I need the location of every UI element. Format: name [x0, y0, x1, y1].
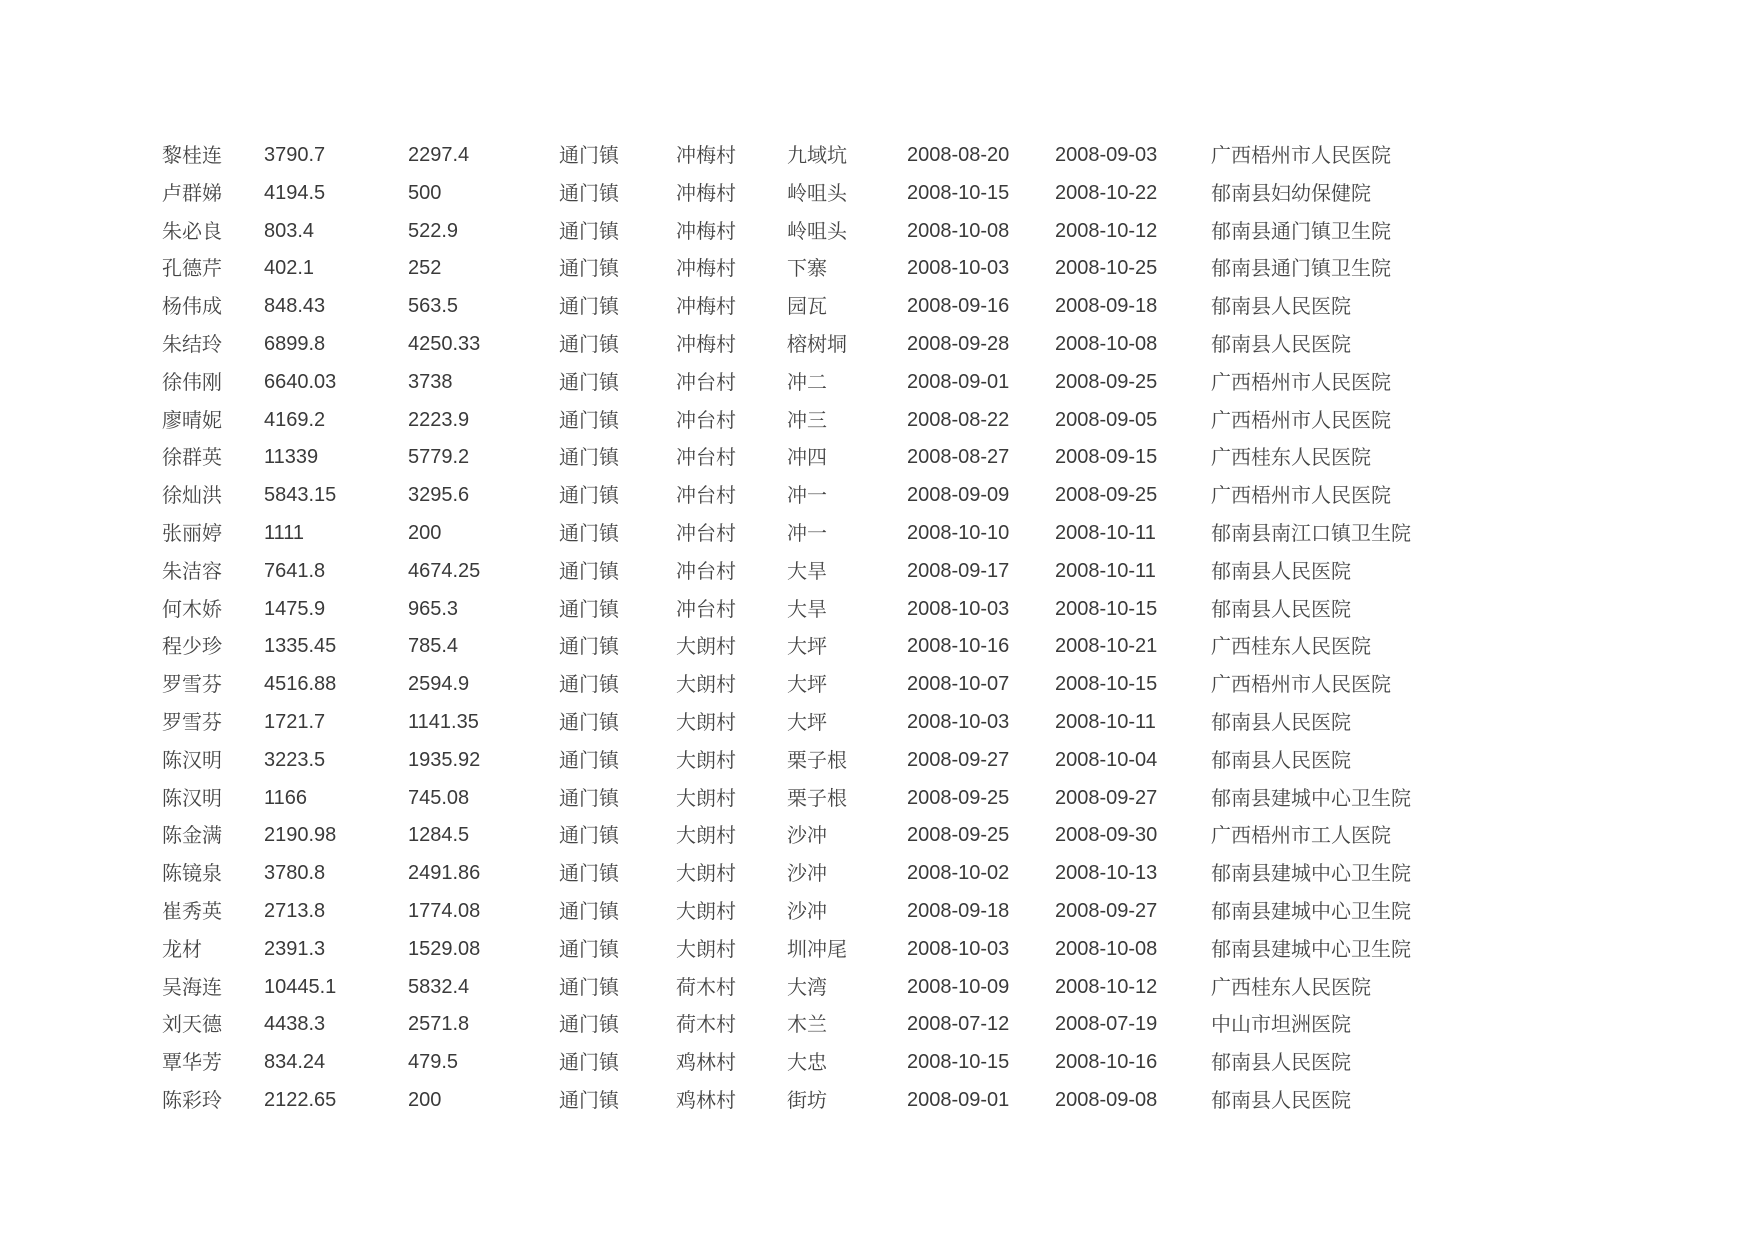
town-cell: 通门镇	[559, 143, 619, 167]
town-cell: 通门镇	[559, 445, 619, 470]
reimbursed-amount-cell: 2297.4	[408, 144, 470, 166]
patient-name-cell: 程少珍	[162, 634, 222, 659]
patient-name-cell: 徐灿洪	[162, 483, 222, 508]
hospital-cell: 郁南县人民医院	[1211, 294, 1351, 319]
reimbursed-amount-cell: 5832.4	[408, 975, 470, 998]
village-cell: 冲梅村	[676, 143, 736, 167]
patient-name-cell: 刘天德	[162, 1012, 222, 1037]
village-group-cell: 栗子根	[787, 785, 847, 810]
records-table	[162, 137, 1451, 1120]
hospital-cell: 广西梧州市工人医院	[1211, 823, 1391, 848]
total-cost-cell: 1111	[264, 521, 305, 544]
discharge-date-cell: 2008-09-25	[1055, 370, 1158, 393]
hospital-cell: 郁南县建城中心卫生院	[1211, 785, 1411, 810]
discharge-date-cell: 2008-10-12	[1055, 975, 1158, 998]
table-row	[162, 1006, 1451, 1044]
village-group-cell: 大旱	[787, 596, 827, 621]
hospital-cell: 郁南县人民医院	[1211, 596, 1351, 621]
hospital-cell: 郁南县人民医院	[1211, 709, 1351, 734]
reimbursed-amount-cell: 745.08	[408, 786, 470, 809]
admit-date-cell: 2008-07-12	[907, 1013, 1010, 1036]
total-cost-cell: 2190.98	[264, 824, 337, 847]
admit-date-cell: 2008-09-27	[907, 748, 1010, 771]
reimbursed-amount-cell: 252	[408, 257, 442, 280]
village-group-cell: 街坊	[787, 1087, 827, 1112]
hospital-cell: 郁南县建城中心卫生院	[1211, 936, 1411, 961]
table-row	[162, 288, 1451, 326]
total-cost-cell: 1475.9	[264, 597, 326, 620]
table-row	[162, 175, 1451, 213]
village-cell: 荷木村	[676, 974, 736, 999]
total-cost-cell: 4169.2	[264, 408, 326, 431]
village-group-cell: 榕树垌	[787, 331, 847, 356]
table-row	[162, 515, 1451, 553]
village-group-cell: 大湾	[787, 974, 827, 999]
discharge-date-cell: 2008-10-25	[1055, 257, 1158, 280]
hospital-cell: 郁南县南江口镇卫生院	[1211, 520, 1411, 545]
admit-date-cell: 2008-08-22	[907, 408, 1010, 431]
town-cell: 通门镇	[559, 1012, 619, 1037]
admit-date-cell: 2008-09-25	[907, 824, 1010, 847]
admit-date-cell: 2008-10-08	[907, 219, 1010, 242]
table-row	[162, 137, 1451, 175]
total-cost-cell: 7641.8	[264, 559, 326, 582]
discharge-date-cell: 2008-10-11	[1055, 559, 1156, 582]
village-group-cell: 沙冲	[787, 898, 827, 923]
town-cell: 通门镇	[559, 369, 619, 394]
hospital-cell: 广西桂东人民医院	[1211, 634, 1371, 659]
discharge-date-cell: 2008-10-08	[1055, 332, 1158, 355]
village-cell: 冲梅村	[676, 180, 736, 205]
hospital-cell: 郁南县妇幼保健院	[1211, 180, 1371, 205]
total-cost-cell: 1166	[264, 786, 308, 809]
discharge-date-cell: 2008-10-11	[1055, 521, 1156, 544]
hospital-cell: 郁南县通门镇卫生院	[1211, 218, 1391, 243]
village-group-cell: 冲一	[787, 483, 827, 508]
table-row	[162, 364, 1451, 402]
reimbursed-amount-cell: 1141.35	[408, 710, 479, 733]
town-cell: 通门镇	[559, 936, 619, 961]
village-cell: 大朗村	[676, 898, 736, 923]
town-cell: 通门镇	[559, 218, 619, 243]
total-cost-cell: 803.4	[264, 219, 315, 242]
hospital-cell: 郁南县人民医院	[1211, 1087, 1351, 1112]
admit-date-cell: 2008-09-01	[907, 370, 1010, 393]
reimbursed-amount-cell: 3295.6	[408, 484, 470, 507]
discharge-date-cell: 2008-09-27	[1055, 899, 1158, 922]
table-row	[162, 250, 1451, 288]
hospital-cell: 广西桂东人民医院	[1211, 445, 1371, 470]
discharge-date-cell: 2008-10-15	[1055, 597, 1158, 620]
patient-name-cell: 陈汉明	[162, 747, 222, 772]
village-cell: 大朗村	[676, 936, 736, 961]
reimbursed-amount-cell: 522.9	[408, 219, 459, 242]
reimbursed-amount-cell: 5779.2	[408, 446, 470, 469]
village-cell: 冲台村	[676, 520, 736, 545]
hospital-cell: 广西梧州市人民医院	[1211, 672, 1391, 697]
discharge-date-cell: 2008-09-18	[1055, 295, 1158, 318]
village-group-cell: 大旱	[787, 558, 827, 583]
admit-date-cell: 2008-09-18	[907, 899, 1010, 922]
admit-date-cell: 2008-10-16	[907, 635, 1010, 658]
total-cost-cell: 6899.8	[264, 332, 326, 355]
discharge-date-cell: 2008-09-25	[1055, 484, 1158, 507]
reimbursed-amount-cell: 1529.08	[408, 937, 481, 960]
table-row	[162, 553, 1451, 591]
table-row	[162, 855, 1451, 893]
reimbursed-amount-cell: 479.5	[408, 1051, 459, 1074]
admit-date-cell: 2008-10-15	[907, 1051, 1010, 1074]
discharge-date-cell: 2008-10-16	[1055, 1051, 1158, 1074]
village-cell: 冲台村	[676, 445, 736, 470]
patient-name-cell: 朱结玲	[162, 331, 222, 356]
reimbursed-amount-cell: 4250.33	[408, 332, 481, 355]
total-cost-cell: 2713.8	[264, 899, 326, 922]
patient-name-cell: 罗雪芬	[162, 709, 222, 734]
discharge-date-cell: 2008-09-15	[1055, 446, 1158, 469]
patient-name-cell: 张丽婷	[162, 520, 222, 545]
total-cost-cell: 10445.1	[264, 975, 337, 998]
discharge-date-cell: 2008-09-30	[1055, 824, 1158, 847]
patient-name-cell: 覃华芳	[162, 1050, 222, 1075]
village-group-cell: 冲二	[787, 369, 827, 394]
village-group-cell: 下寨	[787, 256, 827, 281]
village-group-cell: 大坪	[787, 709, 827, 734]
patient-name-cell: 朱必良	[162, 218, 222, 243]
admit-date-cell: 2008-10-15	[907, 181, 1010, 204]
table-row	[162, 666, 1451, 704]
table-row	[162, 591, 1451, 629]
admit-date-cell: 2008-10-03	[907, 937, 1010, 960]
village-group-cell: 冲一	[787, 520, 827, 545]
discharge-date-cell: 2008-09-27	[1055, 786, 1158, 809]
village-cell: 鸡林村	[676, 1087, 736, 1112]
records-body	[162, 137, 1451, 1120]
patient-name-cell: 徐伟刚	[162, 369, 222, 394]
reimbursed-amount-cell: 2223.9	[408, 408, 470, 431]
patient-name-cell: 廖晴妮	[162, 407, 222, 432]
admit-date-cell: 2008-09-25	[907, 786, 1010, 809]
town-cell: 通门镇	[559, 520, 619, 545]
table-row	[162, 213, 1451, 251]
village-cell: 冲梅村	[676, 331, 736, 356]
village-cell: 冲台村	[676, 596, 736, 621]
village-group-cell: 栗子根	[787, 747, 847, 772]
village-cell: 大朗村	[676, 785, 736, 810]
village-group-cell: 园瓦	[787, 294, 827, 319]
town-cell: 通门镇	[559, 672, 619, 697]
admit-date-cell: 2008-10-09	[907, 975, 1010, 998]
village-group-cell: 沙冲	[787, 823, 827, 848]
reimbursed-amount-cell: 1774.08	[408, 899, 481, 922]
table-row	[162, 969, 1451, 1007]
village-cell: 冲梅村	[676, 294, 736, 319]
patient-name-cell: 陈镜泉	[162, 861, 222, 886]
village-group-cell: 冲四	[787, 445, 827, 470]
admit-date-cell: 2008-10-07	[907, 673, 1010, 696]
table-row	[162, 439, 1451, 477]
village-cell: 大朗村	[676, 672, 736, 697]
discharge-date-cell: 2008-10-21	[1055, 635, 1158, 658]
reimbursed-amount-cell: 500	[408, 181, 442, 204]
hospital-cell: 广西梧州市人民医院	[1211, 407, 1391, 432]
village-cell: 冲台村	[676, 407, 736, 432]
discharge-date-cell: 2008-10-22	[1055, 181, 1158, 204]
admit-date-cell: 2008-09-17	[907, 559, 1010, 582]
discharge-date-cell: 2008-10-08	[1055, 937, 1158, 960]
table-row	[162, 931, 1451, 969]
patient-name-cell: 何木娇	[162, 596, 222, 621]
hospital-cell: 郁南县通门镇卫生院	[1211, 256, 1391, 281]
table-row	[162, 817, 1451, 855]
admit-date-cell: 2008-10-10	[907, 521, 1010, 544]
total-cost-cell: 402.1	[264, 257, 315, 280]
total-cost-cell: 4438.3	[264, 1013, 326, 1036]
table-row	[162, 1082, 1451, 1120]
town-cell: 通门镇	[559, 407, 619, 432]
hospital-cell: 中山市坦洲医院	[1211, 1012, 1351, 1037]
town-cell: 通门镇	[559, 483, 619, 508]
discharge-date-cell: 2008-10-13	[1055, 862, 1158, 885]
patient-name-cell: 徐群英	[162, 445, 222, 470]
total-cost-cell: 11339	[264, 446, 319, 469]
village-cell: 鸡林村	[676, 1050, 736, 1075]
table-row	[162, 402, 1451, 440]
hospital-cell: 广西梧州市人民医院	[1211, 369, 1391, 394]
discharge-date-cell: 2008-09-08	[1055, 1088, 1158, 1111]
admit-date-cell: 2008-10-03	[907, 710, 1010, 733]
village-group-cell: 圳冲尾	[787, 936, 847, 961]
reimbursed-amount-cell: 1284.5	[408, 824, 470, 847]
village-group-cell: 岭咀头	[787, 180, 847, 205]
total-cost-cell: 5843.15	[264, 484, 337, 507]
town-cell: 通门镇	[559, 747, 619, 772]
patient-name-cell: 陈金满	[162, 823, 222, 848]
table-row	[162, 780, 1451, 818]
total-cost-cell: 1335.45	[264, 635, 337, 658]
admit-date-cell: 2008-09-01	[907, 1088, 1010, 1111]
hospital-cell: 郁南县人民医院	[1211, 331, 1351, 356]
admit-date-cell: 2008-10-02	[907, 862, 1010, 885]
village-cell: 冲梅村	[676, 218, 736, 243]
hospital-cell: 郁南县人民医院	[1211, 747, 1351, 772]
village-cell: 冲台村	[676, 558, 736, 583]
table-row	[162, 477, 1451, 515]
town-cell: 通门镇	[559, 785, 619, 810]
reimbursed-amount-cell: 1935.92	[408, 748, 481, 771]
village-cell: 冲台村	[676, 483, 736, 508]
village-cell: 荷木村	[676, 1012, 736, 1037]
hospital-cell: 广西梧州市人民医院	[1211, 483, 1391, 508]
discharge-date-cell: 2008-10-04	[1055, 748, 1158, 771]
total-cost-cell: 834.24	[264, 1051, 326, 1074]
patient-name-cell: 罗雪芬	[162, 672, 222, 697]
village-group-cell: 九域坑	[787, 143, 847, 167]
admit-date-cell: 2008-08-20	[907, 144, 1010, 166]
admit-date-cell: 2008-09-16	[907, 295, 1010, 318]
village-cell: 冲台村	[676, 369, 736, 394]
reimbursed-amount-cell: 965.3	[408, 597, 459, 620]
reimbursed-amount-cell: 563.5	[408, 295, 459, 318]
village-group-cell: 沙冲	[787, 861, 827, 886]
hospital-cell: 郁南县建城中心卫生院	[1211, 898, 1411, 923]
village-cell: 大朗村	[676, 709, 736, 734]
discharge-date-cell: 2008-10-11	[1055, 710, 1156, 733]
table-row	[162, 326, 1451, 364]
patient-name-cell: 陈汉明	[162, 785, 222, 810]
town-cell: 通门镇	[559, 634, 619, 659]
hospital-cell: 郁南县人民医院	[1211, 1050, 1351, 1075]
total-cost-cell: 4194.5	[264, 181, 326, 204]
patient-name-cell: 龙材	[162, 936, 202, 961]
town-cell: 通门镇	[559, 861, 619, 886]
patient-name-cell: 崔秀英	[162, 898, 222, 923]
village-group-cell: 大忠	[787, 1050, 827, 1075]
table-row	[162, 893, 1451, 931]
hospital-cell: 郁南县建城中心卫生院	[1211, 861, 1411, 886]
village-cell: 大朗村	[676, 747, 736, 772]
patient-name-cell: 吴海连	[162, 974, 222, 999]
discharge-date-cell: 2008-10-15	[1055, 673, 1158, 696]
patient-name-cell: 卢群娣	[162, 180, 222, 205]
patient-name-cell: 陈彩玲	[162, 1087, 222, 1112]
village-group-cell: 冲三	[787, 407, 827, 432]
admit-date-cell: 2008-09-28	[907, 332, 1010, 355]
patient-name-cell: 杨伟成	[162, 294, 222, 319]
patient-name-cell: 孔德芹	[162, 256, 222, 281]
reimbursed-amount-cell: 4674.25	[408, 559, 481, 582]
discharge-date-cell: 2008-10-12	[1055, 219, 1158, 242]
total-cost-cell: 3790.7	[264, 144, 326, 166]
reimbursed-amount-cell: 785.4	[408, 635, 459, 658]
table-row	[162, 628, 1451, 666]
total-cost-cell: 3780.8	[264, 862, 326, 885]
admit-date-cell: 2008-10-03	[907, 597, 1010, 620]
town-cell: 通门镇	[559, 256, 619, 281]
discharge-date-cell: 2008-09-03	[1055, 144, 1158, 166]
admit-date-cell: 2008-09-09	[907, 484, 1010, 507]
total-cost-cell: 3223.5	[264, 748, 326, 771]
total-cost-cell: 848.43	[264, 295, 326, 318]
village-group-cell: 大坪	[787, 634, 827, 659]
village-cell: 冲梅村	[676, 256, 736, 281]
admit-date-cell: 2008-10-03	[907, 257, 1010, 280]
town-cell: 通门镇	[559, 558, 619, 583]
town-cell: 通门镇	[559, 898, 619, 923]
table-row	[162, 704, 1451, 742]
discharge-date-cell: 2008-07-19	[1055, 1013, 1158, 1036]
village-group-cell: 岭咀头	[787, 218, 847, 243]
village-group-cell: 木兰	[787, 1012, 827, 1037]
reimbursed-amount-cell: 2491.86	[408, 862, 481, 885]
admit-date-cell: 2008-08-27	[907, 446, 1010, 469]
reimbursed-amount-cell: 2571.8	[408, 1013, 470, 1036]
village-cell: 大朗村	[676, 823, 736, 848]
discharge-date-cell: 2008-09-05	[1055, 408, 1158, 431]
reimbursed-amount-cell: 200	[408, 521, 442, 544]
table-row	[162, 1044, 1451, 1082]
reimbursed-amount-cell: 2594.9	[408, 673, 470, 696]
town-cell: 通门镇	[559, 974, 619, 999]
reimbursed-amount-cell: 3738	[408, 370, 453, 393]
total-cost-cell: 2122.65	[264, 1088, 337, 1111]
town-cell: 通门镇	[559, 1087, 619, 1112]
town-cell: 通门镇	[559, 823, 619, 848]
village-cell: 大朗村	[676, 861, 736, 886]
town-cell: 通门镇	[559, 709, 619, 734]
town-cell: 通门镇	[559, 596, 619, 621]
village-cell: 大朗村	[676, 634, 736, 659]
patient-name-cell: 黎桂连	[162, 143, 222, 167]
town-cell: 通门镇	[559, 180, 619, 205]
patient-name-cell: 朱洁容	[162, 558, 222, 583]
total-cost-cell: 4516.88	[264, 673, 337, 696]
reimbursed-amount-cell: 200	[408, 1088, 442, 1111]
hospital-cell: 郁南县人民医院	[1211, 558, 1351, 583]
total-cost-cell: 6640.03	[264, 370, 337, 393]
town-cell: 通门镇	[559, 294, 619, 319]
total-cost-cell: 2391.3	[264, 937, 326, 960]
hospital-cell: 广西桂东人民医院	[1211, 974, 1371, 999]
village-group-cell: 大坪	[787, 672, 827, 697]
hospital-cell: 广西梧州市人民医院	[1211, 143, 1391, 167]
total-cost-cell: 1721.7	[264, 710, 326, 733]
town-cell: 通门镇	[559, 1050, 619, 1075]
table-row	[162, 742, 1451, 780]
town-cell: 通门镇	[559, 331, 619, 356]
